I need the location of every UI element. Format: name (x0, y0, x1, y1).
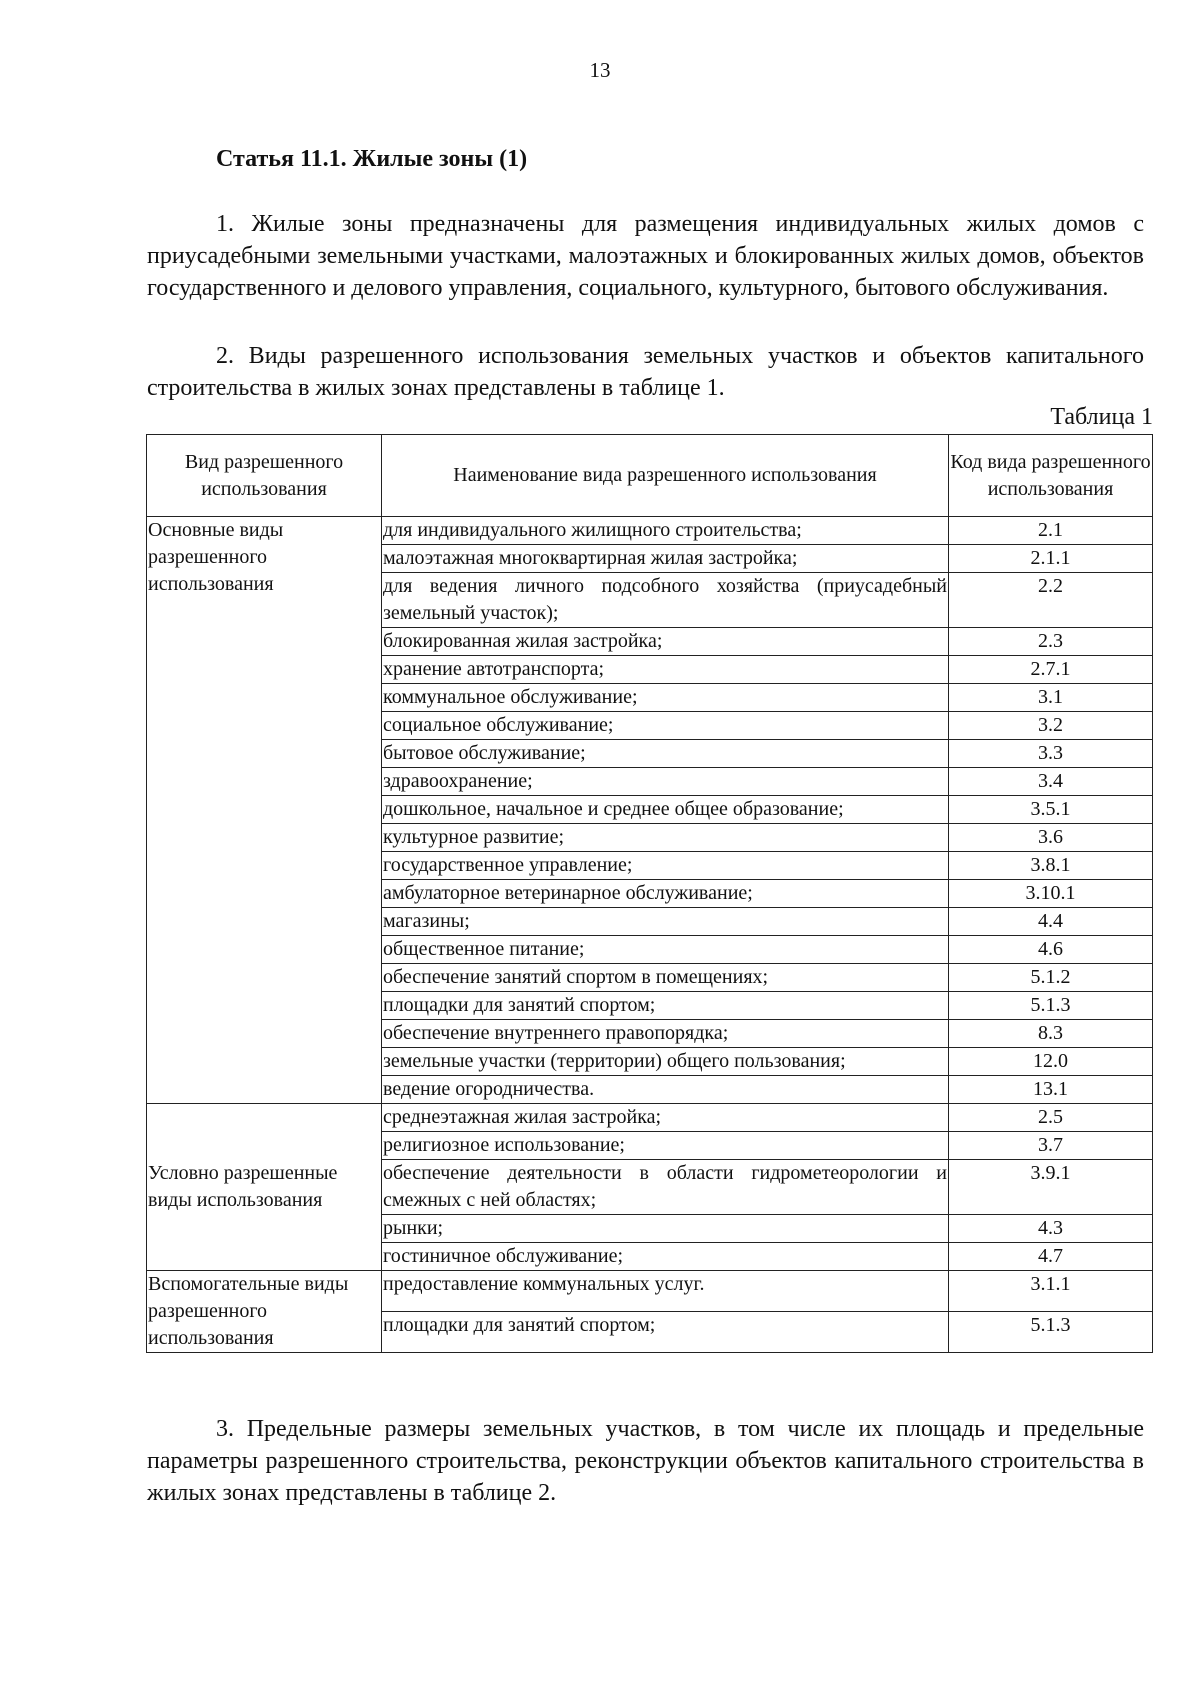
use-name-cell: среднеэтажная жилая застройка; (382, 1104, 949, 1132)
use-code-cell: 5.1.3 (949, 1312, 1153, 1353)
page-number: 13 (589, 58, 611, 82)
use-name-cell: государственное управление; (382, 852, 949, 880)
use-name-cell: малоэтажная многоквартирная жилая застройка; (382, 545, 949, 573)
header-use-type: Вид разрешенного использования (147, 435, 382, 517)
group-label: Основные виды разрешенного использования (147, 517, 382, 1104)
use-code-cell: 2.1.1 (949, 545, 1153, 573)
use-name-cell: ведение огородничества. (382, 1076, 949, 1104)
table-body (147, 517, 1153, 1353)
land-use-table (146, 434, 1153, 1353)
use-code-cell: 2.5 (949, 1104, 1153, 1132)
use-name-cell: для ведения личного подсобного хозяйства (приусадебный земельный участок); (382, 573, 949, 628)
use-code-cell: 3.1.1 (949, 1271, 1153, 1312)
use-name-cell: обеспечение занятий спортом в помещениях; (382, 964, 949, 992)
use-name-cell: дошкольное, начальное и среднее общее образование; (382, 796, 949, 824)
use-name-cell: здравоохранение; (382, 768, 949, 796)
table-row (147, 517, 1153, 545)
use-name-cell: гостиничное обслуживание; (382, 1243, 949, 1271)
use-code-cell: 3.3 (949, 740, 1153, 768)
paragraph-3: 3. Предельные размеры земельных участков, в том числе их площадь и предельные параметры разрешенного строительства, реконструкции объектов капитального строительства в жилых зонах представлены в таблице 2. (147, 1416, 1144, 1506)
use-code-cell: 3.5.1 (949, 796, 1153, 824)
group-label: Вспомогательные виды разрешенного использования (147, 1271, 382, 1353)
use-code-cell: 3.1 (949, 684, 1153, 712)
use-name-cell: обеспечение внутреннего правопорядка; (382, 1020, 949, 1048)
header-use-name: Наименование вида разрешенного использования (382, 435, 949, 517)
use-code-cell: 3.2 (949, 712, 1153, 740)
article-heading: Статья 11.1. Жилые зоны (1) (216, 146, 528, 172)
use-name-cell: религиозное использование; (382, 1132, 949, 1160)
use-name-cell: площадки для занятий спортом; (382, 1312, 949, 1353)
use-name-cell: рынки; (382, 1215, 949, 1243)
use-code-cell: 3.9.1 (949, 1160, 1153, 1215)
use-code-cell: 4.3 (949, 1215, 1153, 1243)
use-code-cell: 13.1 (949, 1076, 1153, 1104)
header-use-code: Код вида разрешенного использования (949, 435, 1153, 517)
use-name-cell: бытовое обслуживание; (382, 740, 949, 768)
table-row (147, 1271, 1153, 1312)
group-label: Условно разрешенные виды использования (147, 1104, 382, 1271)
use-code-cell: 3.4 (949, 768, 1153, 796)
use-code-cell: 3.8.1 (949, 852, 1153, 880)
use-name-cell: коммунальное обслуживание; (382, 684, 949, 712)
use-code-cell: 2.1 (949, 517, 1153, 545)
use-code-cell: 2.2 (949, 573, 1153, 628)
use-code-cell: 5.1.2 (949, 964, 1153, 992)
paragraph-2: 2. Виды разрешенного использования земельных участков и объектов капитального строительства в жилых зонах представлены в таблице 1. (147, 343, 1144, 401)
use-code-cell: 3.10.1 (949, 880, 1153, 908)
use-name-cell: предоставление коммунальных услуг. (382, 1271, 949, 1312)
use-code-cell: 4.4 (949, 908, 1153, 936)
use-code-cell: 3.6 (949, 824, 1153, 852)
table-header-row (147, 435, 1153, 517)
use-code-cell: 4.7 (949, 1243, 1153, 1271)
use-name-cell: хранение автотранспорта; (382, 656, 949, 684)
use-code-cell: 3.7 (949, 1132, 1153, 1160)
paragraph-1: 1. Жилые зоны предназначены для размещения индивидуальных жилых домов с приусадебными земельными участками, малоэтажных и блокированных жилых домов, объектов государственного и делового управления, социального, культурного, бытового обслуживания. (147, 211, 1144, 301)
use-name-cell: амбулаторное ветеринарное обслуживание; (382, 880, 949, 908)
use-name-cell: земельные участки (территории) общего пользования; (382, 1048, 949, 1076)
use-name-cell: для индивидуального жилищного строительства; (382, 517, 949, 545)
use-code-cell: 8.3 (949, 1020, 1153, 1048)
use-name-cell: культурное развитие; (382, 824, 949, 852)
use-name-cell: площадки для занятий спортом; (382, 992, 949, 1020)
use-code-cell: 5.1.3 (949, 992, 1153, 1020)
use-code-cell: 4.6 (949, 936, 1153, 964)
table-row (147, 1104, 1153, 1132)
use-name-cell: социальное обслуживание; (382, 712, 949, 740)
use-name-cell: магазины; (382, 908, 949, 936)
table-caption: Таблица 1 (1050, 404, 1153, 430)
use-name-cell: общественное питание; (382, 936, 949, 964)
use-code-cell: 2.3 (949, 628, 1153, 656)
use-name-cell: обеспечение деятельности в области гидрометеорологии и смежных с ней областях; (382, 1160, 949, 1215)
use-name-cell: блокированная жилая застройка; (382, 628, 949, 656)
use-code-cell: 2.7.1 (949, 656, 1153, 684)
use-code-cell: 12.0 (949, 1048, 1153, 1076)
